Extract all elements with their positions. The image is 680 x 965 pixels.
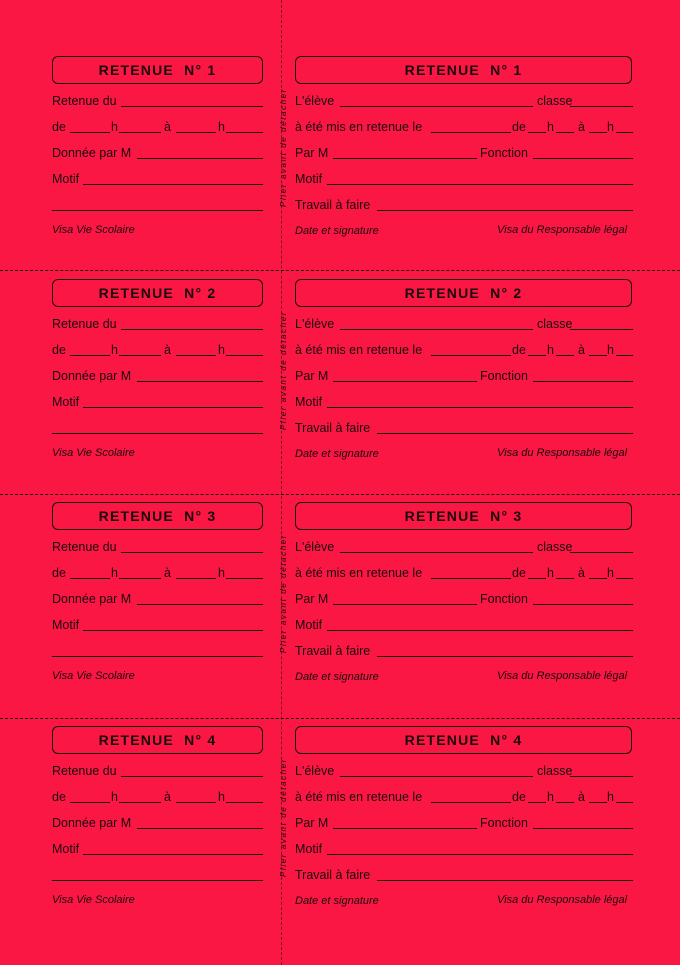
date-signature-label: Date et signature — [295, 895, 379, 907]
par-label: Par M — [295, 816, 329, 830]
mis-en-retenue-label: à été mis en retenue le — [295, 566, 423, 580]
fonction-field[interactable] — [533, 158, 633, 159]
retenue-du-label: Retenue du — [52, 764, 117, 778]
h-label: h — [111, 790, 118, 804]
left-title-box — [52, 502, 263, 530]
eleve-field[interactable] — [340, 329, 533, 330]
right-title-box — [295, 56, 632, 84]
end-minute-field[interactable] — [616, 355, 633, 356]
fonction-field[interactable] — [533, 381, 633, 382]
fold-instruction: Plier avant de détacher — [279, 757, 288, 877]
classe-label: classe — [537, 540, 573, 554]
start-hour-field[interactable] — [70, 355, 110, 356]
motif-label: Motif — [52, 172, 80, 186]
mis-en-retenue-label: à été mis en retenue le — [295, 343, 423, 357]
h-label: h — [218, 343, 225, 357]
classe-label: classe — [537, 317, 573, 331]
left-title-prefix: RETENUE N° — [98, 285, 208, 301]
start-minute-field[interactable] — [556, 578, 574, 579]
fonction-field[interactable] — [533, 604, 633, 605]
fold-instruction: Plier avant de détacher — [279, 310, 288, 430]
h-label: h — [218, 120, 225, 134]
fold-instruction: Plier avant de détacher — [279, 533, 288, 653]
h-label: h — [607, 343, 614, 357]
classe-field[interactable] — [570, 106, 633, 107]
left-title-number: 1 — [207, 62, 217, 78]
left-title-box — [52, 279, 263, 307]
end-hour-field[interactable] — [589, 132, 607, 133]
retenue-du-label: Retenue du — [52, 540, 117, 554]
a-label: à — [578, 790, 585, 804]
fonction-label: Fonction — [480, 816, 528, 830]
end-minute-field[interactable] — [226, 802, 263, 803]
cut-line-3 — [0, 718, 680, 719]
left-title-prefix: RETENUE N° — [98, 62, 208, 78]
par-label: Par M — [295, 146, 329, 160]
a-label: à — [164, 343, 171, 357]
a-label: à — [578, 343, 585, 357]
fonction-field[interactable] — [533, 828, 633, 829]
visa-responsable-label: Visa du Responsable légal — [497, 670, 628, 682]
end-minute-field[interactable] — [616, 578, 633, 579]
mis-en-retenue-label: à été mis en retenue le — [295, 120, 423, 134]
par-field[interactable] — [333, 828, 477, 829]
visa-responsable-label: Visa du Responsable légal — [497, 894, 628, 906]
visa-responsable-label: Visa du Responsable légal — [497, 447, 628, 459]
motif-field[interactable] — [327, 184, 633, 185]
donnee-par-field[interactable] — [137, 828, 263, 829]
de-label: de — [512, 120, 526, 134]
date-signature-label: Date et signature — [295, 225, 379, 237]
motif-field[interactable] — [327, 854, 633, 855]
h-label: h — [607, 120, 614, 134]
end-hour-field[interactable] — [176, 578, 216, 579]
eleve-label: L'élève — [295, 764, 335, 778]
travail-label: Travail à faire — [295, 198, 371, 212]
end-minute-field[interactable] — [226, 132, 263, 133]
left-title-number: 4 — [207, 732, 217, 748]
h-label: h — [547, 566, 554, 580]
motif-field-2[interactable] — [52, 210, 263, 211]
start-hour-field[interactable] — [70, 578, 110, 579]
retenue-du-field[interactable] — [121, 329, 263, 330]
right-title-prefix: RETENUE N° — [404, 62, 514, 78]
right-title-number: 2 — [513, 285, 523, 301]
h-label: h — [111, 566, 118, 580]
motif-label: Motif — [52, 842, 80, 856]
start-minute-field[interactable] — [119, 578, 161, 579]
a-label: à — [164, 120, 171, 134]
end-minute-field[interactable] — [616, 132, 633, 133]
fold-instruction: Plier avant de détacher — [279, 87, 288, 207]
h-label: h — [607, 790, 614, 804]
ticket-1 — [0, 52, 680, 276]
classe-label: classe — [537, 94, 573, 108]
date-field[interactable] — [431, 578, 511, 579]
de-label: de — [52, 343, 66, 357]
right-title-prefix: RETENUE N° — [404, 508, 514, 524]
end-minute-field[interactable] — [616, 802, 633, 803]
travail-label: Travail à faire — [295, 868, 371, 882]
donnee-par-label: Donnée par M — [52, 146, 132, 160]
retenue-du-field[interactable] — [121, 552, 263, 553]
donnee-par-label: Donnée par M — [52, 816, 132, 830]
motif-field[interactable] — [83, 184, 263, 185]
motif-field-2[interactable] — [52, 433, 263, 434]
start-minute-field[interactable] — [556, 132, 574, 133]
classe-field[interactable] — [570, 329, 633, 330]
start-minute-field[interactable] — [556, 355, 574, 356]
date-signature-label: Date et signature — [295, 448, 379, 460]
ticket-4 — [0, 722, 680, 946]
right-title-box — [295, 279, 632, 307]
par-label: Par M — [295, 592, 329, 606]
left-title-box — [52, 726, 263, 754]
fonction-label: Fonction — [480, 592, 528, 606]
par-field[interactable] — [333, 158, 477, 159]
start-hour-field[interactable] — [528, 578, 546, 579]
de-label: de — [52, 790, 66, 804]
donnee-par-field[interactable] — [137, 604, 263, 605]
ticket-2 — [0, 275, 680, 499]
left-title-box — [52, 56, 263, 84]
right-title-number: 4 — [513, 732, 523, 748]
eleve-field[interactable] — [340, 776, 533, 777]
h-label: h — [218, 790, 225, 804]
fonction-label: Fonction — [480, 146, 528, 160]
par-field[interactable] — [333, 604, 477, 605]
motif-label: Motif — [295, 172, 323, 186]
eleve-label: L'élève — [295, 317, 335, 331]
motif-field[interactable] — [83, 630, 263, 631]
a-label: à — [164, 566, 171, 580]
start-minute-field[interactable] — [556, 802, 574, 803]
start-minute-field[interactable] — [119, 802, 161, 803]
left-title-prefix: RETENUE N° — [98, 732, 208, 748]
motif-field[interactable] — [327, 407, 633, 408]
h-label: h — [547, 120, 554, 134]
motif-field[interactable] — [83, 407, 263, 408]
eleve-field[interactable] — [340, 106, 533, 107]
end-hour-field[interactable] — [176, 132, 216, 133]
motif-field-2[interactable] — [52, 656, 263, 657]
motif-field[interactable] — [83, 854, 263, 855]
donnee-par-label: Donnée par M — [52, 369, 132, 383]
motif-field-2[interactable] — [52, 880, 263, 881]
retenue-du-field[interactable] — [121, 776, 263, 777]
a-label: à — [164, 790, 171, 804]
motif-field[interactable] — [327, 630, 633, 631]
fonction-label: Fonction — [480, 369, 528, 383]
retenue-du-field[interactable] — [121, 106, 263, 107]
right-title-prefix: RETENUE N° — [404, 285, 514, 301]
classe-field[interactable] — [570, 776, 633, 777]
left-title-prefix: RETENUE N° — [98, 508, 208, 524]
donnee-par-field[interactable] — [137, 381, 263, 382]
end-hour-field[interactable] — [589, 355, 607, 356]
retenue-du-label: Retenue du — [52, 317, 117, 331]
start-hour-field[interactable] — [70, 802, 110, 803]
visa-vie-scolaire: Visa Vie Scolaire — [52, 447, 135, 459]
ticket-3 — [0, 498, 680, 722]
right-title-box — [295, 502, 632, 530]
de-label: de — [512, 790, 526, 804]
donnee-par-field[interactable] — [137, 158, 263, 159]
a-label: à — [578, 120, 585, 134]
visa-vie-scolaire: Visa Vie Scolaire — [52, 670, 135, 682]
motif-label: Motif — [52, 395, 80, 409]
de-label: de — [52, 120, 66, 134]
h-label: h — [547, 790, 554, 804]
travail-field[interactable] — [377, 880, 633, 881]
left-title-number: 3 — [207, 508, 217, 524]
end-hour-field[interactable] — [589, 802, 607, 803]
eleve-field[interactable] — [340, 552, 533, 553]
right-title-prefix: RETENUE N° — [404, 732, 514, 748]
retenue-du-label: Retenue du — [52, 94, 117, 108]
motif-label: Motif — [295, 618, 323, 632]
start-hour-field[interactable] — [70, 132, 110, 133]
end-minute-field[interactable] — [226, 578, 263, 579]
visa-vie-scolaire: Visa Vie Scolaire — [52, 894, 135, 906]
par-label: Par M — [295, 369, 329, 383]
travail-label: Travail à faire — [295, 421, 371, 435]
right-title-number: 3 — [513, 508, 523, 524]
end-hour-field[interactable] — [589, 578, 607, 579]
visa-responsable-label: Visa du Responsable légal — [497, 224, 628, 236]
donnee-par-label: Donnée par M — [52, 592, 132, 606]
left-title-number: 2 — [207, 285, 217, 301]
cut-line-2 — [0, 494, 680, 495]
h-label: h — [547, 343, 554, 357]
end-hour-field[interactable] — [176, 355, 216, 356]
start-minute-field[interactable] — [119, 132, 161, 133]
eleve-label: L'élève — [295, 94, 335, 108]
h-label: h — [218, 566, 225, 580]
mis-en-retenue-label: à été mis en retenue le — [295, 790, 423, 804]
right-title-box — [295, 726, 632, 754]
date-signature-label: Date et signature — [295, 671, 379, 683]
travail-label: Travail à faire — [295, 644, 371, 658]
h-label: h — [111, 120, 118, 134]
de-label: de — [512, 343, 526, 357]
date-field[interactable] — [431, 802, 511, 803]
h-label: h — [111, 343, 118, 357]
end-minute-field[interactable] — [226, 355, 263, 356]
a-label: à — [578, 566, 585, 580]
motif-label: Motif — [295, 842, 323, 856]
de-label: de — [52, 566, 66, 580]
start-minute-field[interactable] — [119, 355, 161, 356]
visa-vie-scolaire: Visa Vie Scolaire — [52, 224, 135, 236]
cut-line-1 — [0, 270, 680, 271]
right-title-number: 1 — [513, 62, 523, 78]
classe-label: classe — [537, 764, 573, 778]
end-hour-field[interactable] — [176, 802, 216, 803]
h-label: h — [607, 566, 614, 580]
classe-field[interactable] — [570, 552, 633, 553]
de-label: de — [512, 566, 526, 580]
start-hour-field[interactable] — [528, 355, 546, 356]
travail-field[interactable] — [377, 656, 633, 657]
travail-field[interactable] — [377, 210, 633, 211]
eleve-label: L'élève — [295, 540, 335, 554]
motif-label: Motif — [52, 618, 80, 632]
motif-label: Motif — [295, 395, 323, 409]
par-field[interactable] — [333, 381, 477, 382]
travail-field[interactable] — [377, 433, 633, 434]
date-field[interactable] — [431, 132, 511, 133]
date-field[interactable] — [431, 355, 511, 356]
start-hour-field[interactable] — [528, 132, 546, 133]
start-hour-field[interactable] — [528, 802, 546, 803]
